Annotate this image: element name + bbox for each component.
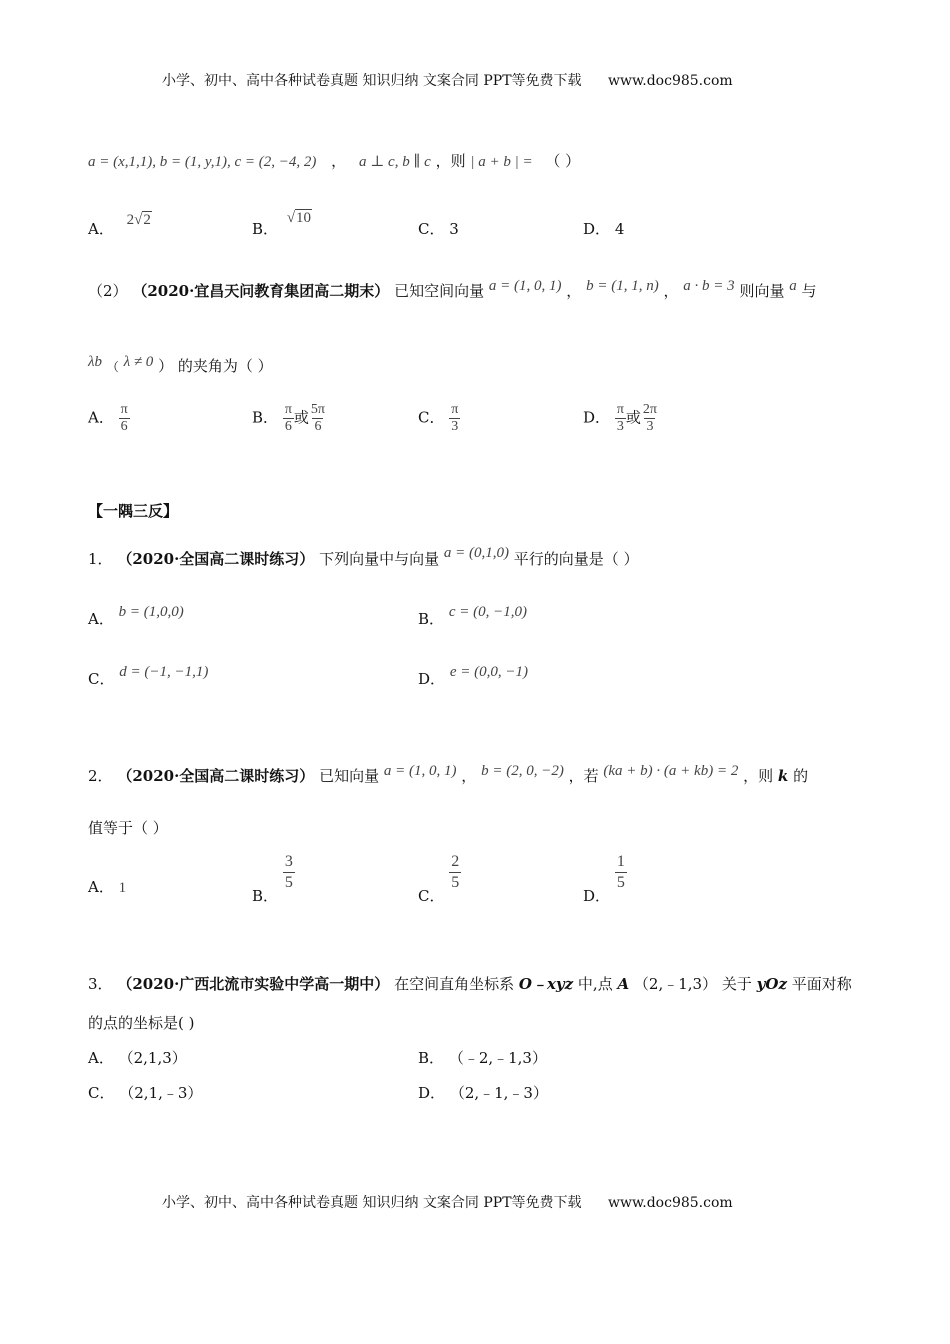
- p2-vector-b: b = (2, 0, −2): [481, 763, 564, 779]
- option-label: A．: [88, 1049, 114, 1067]
- option-fraction: $\frac{\pi}{6}$: [284, 402, 292, 434]
- q2-lambda-b: λb: [88, 354, 102, 370]
- option-fraction: $\frac{5\pi}{6}$: [310, 402, 325, 434]
- p2-option-c: [418, 852, 461, 905]
- option-label: D．: [583, 408, 611, 427]
- page-footer: [162, 1192, 733, 1212]
- q1-given-vectors: a = (x,1,1), b = (1, y,1), c = (2, −4, 2): [88, 154, 317, 170]
- p3-coord-system: O﹣xyz: [518, 975, 574, 993]
- q2-text: 已知空间向量: [394, 282, 485, 300]
- option-label: C．: [88, 1084, 115, 1102]
- p2-number: 2．: [88, 767, 113, 785]
- option-fraction: $\frac{2}{5}$: [451, 853, 460, 891]
- or-text: 或: [625, 408, 641, 427]
- q1-option-d: [583, 218, 624, 239]
- q2-sep: ，: [566, 282, 582, 300]
- option-fraction: $\frac{\pi}{3}$: [616, 402, 624, 434]
- q1-comma: ，: [331, 152, 347, 170]
- p3-stem-line1: [88, 973, 852, 994]
- option-label: B．: [252, 886, 279, 905]
- q2-stem-line2: [88, 355, 273, 376]
- p1-option-b: [418, 604, 527, 629]
- option-value: 4: [614, 220, 625, 238]
- option-label: B．: [252, 220, 279, 238]
- p2-option-a: [88, 876, 126, 897]
- p3-point: A: [617, 975, 630, 993]
- option-label: A．: [88, 220, 114, 238]
- option-value: 3: [449, 220, 459, 238]
- section-title: 【一隅三反】: [88, 502, 179, 520]
- option-fraction: $\frac{\pi}{3}$: [451, 402, 459, 434]
- option-label: D．: [583, 886, 611, 905]
- p2-text: 已知向量: [319, 767, 380, 785]
- header-ad-text: 小学、初中、高中各种试卷真题 知识归纳 文案合同 PPT等免费下载: [162, 73, 582, 89]
- q2-number: （2）: [88, 282, 128, 300]
- option-label: C．: [88, 670, 115, 688]
- footer-url: www.doc985.com: [607, 1195, 733, 1211]
- option-label: B．: [418, 1049, 445, 1067]
- p3-text: 中,点: [577, 975, 613, 993]
- p2-stem-line2: 值等于（ ）: [88, 819, 168, 837]
- option-fraction: $\frac{3}{5}$: [284, 853, 293, 891]
- p3-stem-line2: 的点的坐标是( ): [88, 1014, 195, 1032]
- option-value: e = (0,0, −1): [449, 664, 528, 680]
- p3-point-coord: （2,﹣1,3）: [633, 975, 718, 993]
- option-label: C．: [418, 886, 445, 905]
- option-label: B．: [418, 610, 445, 628]
- p2-sep: ，: [461, 767, 477, 785]
- option-label: A．: [88, 408, 114, 427]
- option-value: d = (−1, −1,1): [119, 664, 209, 680]
- q1-option-c: [418, 218, 459, 239]
- option-value: c = (0, −1,0): [448, 604, 527, 620]
- option-value: （﹣2,﹣1,3）: [448, 1049, 547, 1067]
- p2-text: 的: [793, 767, 809, 785]
- option-fraction: $\frac{1}{5}$: [616, 853, 625, 891]
- p1-text: 下列向量中与向量: [319, 550, 440, 568]
- option-label: D．: [418, 1084, 446, 1102]
- p2-stem-line1: [88, 765, 808, 786]
- q1-then: ，则: [435, 152, 466, 170]
- p2-option-d: [583, 852, 627, 905]
- p3-option-d: [418, 1082, 548, 1103]
- p3-number: 3．: [88, 975, 113, 993]
- p1-number: 1．: [88, 550, 113, 568]
- p1-stem: [88, 545, 639, 569]
- p2-source: （2020·全国高二课时练习）: [117, 767, 315, 785]
- q2-paren-open: （: [106, 360, 119, 374]
- q2-option-b: [252, 402, 327, 435]
- p2-text: ，若: [568, 767, 599, 785]
- option-label: C．: [418, 408, 445, 427]
- option-value: （2,1,3）: [118, 1049, 187, 1067]
- p2-option-b: [252, 852, 295, 905]
- option-fraction: $\frac{\pi}{6}$: [120, 402, 128, 434]
- p2-vector-a: a = (1, 0, 1): [383, 763, 457, 779]
- p1-option-c: [88, 664, 209, 689]
- p3-plane: yOz: [756, 975, 787, 993]
- p1-source: （2020·全国高二课时练习）: [117, 550, 315, 568]
- q2-option-a: [88, 402, 130, 435]
- option-label: B．: [252, 408, 279, 427]
- q2-option-c: [418, 402, 460, 435]
- option-label: D．: [583, 220, 611, 238]
- q1-condition: a ⊥ c, b ∥ c: [358, 154, 431, 170]
- option-label: C．: [418, 220, 445, 238]
- p1-option-a: [88, 604, 184, 629]
- q2-vector-a: a = (1, 0, 1): [488, 278, 562, 294]
- p3-text: 关于: [721, 975, 752, 993]
- option-value: 2√2: [126, 212, 151, 228]
- q1-option-a: [88, 212, 152, 239]
- p3-text: 在空间直角坐标系: [394, 975, 515, 993]
- q2-paren-close: ）: [158, 357, 174, 375]
- p1-vector: a = (0,1,0): [443, 545, 510, 561]
- q2-option-d: [583, 402, 659, 435]
- q2-a: a: [789, 278, 797, 294]
- option-value: （2,﹣1,﹣3）: [449, 1084, 548, 1102]
- p1-option-d: [418, 664, 528, 689]
- page-header: [162, 70, 733, 90]
- q2-source: （2020·宜昌天问教育集团高二期末）: [132, 282, 390, 300]
- q2-text: 的夹角为（ ）: [177, 357, 273, 375]
- q2-text: 则向量: [739, 282, 785, 300]
- q1-expression: | a + b | =: [470, 154, 533, 170]
- q2-dot-product: a · b = 3: [683, 278, 735, 294]
- q2-text: 与: [801, 282, 817, 300]
- q1-option-b: [252, 210, 312, 239]
- q1-answer-paren: （ ）: [545, 152, 581, 170]
- p3-option-c: [88, 1082, 202, 1103]
- p2-condition: (ka + b) · (a + kb) = 2: [603, 763, 739, 779]
- p2-text: ，则: [743, 767, 774, 785]
- q2-sep: ，: [663, 282, 679, 300]
- option-value: （2,1,﹣3）: [119, 1084, 203, 1102]
- p1-text: 平行的向量是（ ）: [513, 550, 639, 568]
- or-text: 或: [293, 408, 309, 427]
- p3-source: （2020·广西北流市实验中学高一期中）: [117, 975, 390, 993]
- option-value: 1: [118, 880, 127, 896]
- option-fraction: $\frac{2\pi}{3}$: [642, 402, 657, 434]
- p3-option-a: [88, 1047, 187, 1068]
- q2-stem-line1: [88, 280, 817, 301]
- q2-vector-b: b = (1, 1, n): [586, 278, 659, 294]
- q2-lambda-cond: λ ≠ 0: [123, 354, 154, 370]
- option-label: A．: [88, 878, 114, 896]
- option-value: b = (1,0,0): [118, 604, 184, 620]
- p2-k: k: [777, 767, 789, 785]
- p3-option-b: [418, 1047, 547, 1068]
- q1-stem: [88, 150, 580, 171]
- header-url: www.doc985.com: [607, 73, 733, 89]
- option-label: D．: [418, 670, 446, 688]
- p3-text: 平面对称: [791, 975, 852, 993]
- footer-ad-text: 小学、初中、高中各种试卷真题 知识归纳 文案合同 PPT等免费下载: [162, 1195, 582, 1211]
- option-label: A．: [88, 610, 114, 628]
- option-value: √10: [286, 210, 312, 226]
